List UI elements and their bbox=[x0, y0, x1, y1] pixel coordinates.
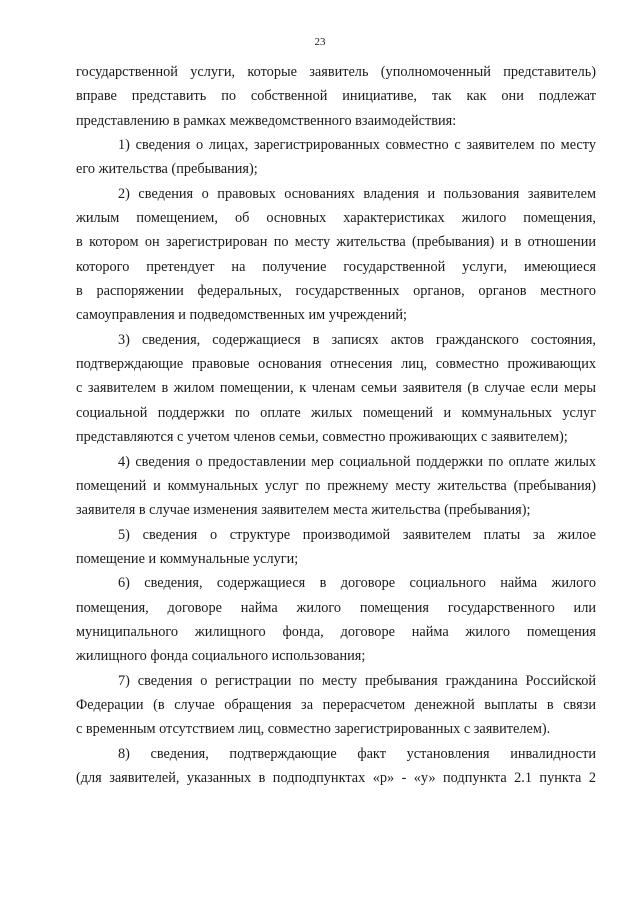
page-number: 23 bbox=[314, 36, 326, 48]
text-line: помещения, договоре найма жилого помещения государственного или bbox=[76, 599, 596, 616]
text-line: муниципального жилищного фонда, договоре найма жилого помещения bbox=[76, 623, 596, 640]
text-line: 3) сведения, содержащиеся в записях актов гражданского состояния, bbox=[118, 331, 596, 348]
text-line: которого претендует на получение государственной услуги, имеющиеся bbox=[76, 258, 596, 275]
text-line: подтверждающие правовые основания отнесения лиц, совместно проживающих bbox=[76, 356, 596, 373]
text-line: 6) сведения, содержащиеся в договоре социального найма жилого bbox=[118, 575, 596, 592]
text-line: 7) сведения о регистрации по месту пребывания гражданина Российской bbox=[118, 672, 596, 689]
page-body-text bbox=[76, 60, 596, 790]
text-line: государственной услуги, которые заявитель (уполномоченный представитель) bbox=[76, 64, 596, 80]
text-line: вправе представить по собственной инициативе, так как они подлежат bbox=[76, 88, 596, 105]
text-line: (для заявителей, указанных в подподпунктах «р» - «у» подпункта 2.1 пункта 2 bbox=[76, 769, 596, 786]
text-line: 8) сведения, подтверждающие факт установления инвалидности bbox=[118, 745, 596, 762]
text-line: заявителя в случае изменения заявителем места жительства (пребывания); bbox=[76, 502, 531, 519]
text-line: помещений и коммунальных услуг по прежнему месту жительства (пребывания) bbox=[76, 477, 596, 494]
text-line: представлению в рамках межведомственного взаимодействия: bbox=[76, 112, 457, 129]
text-line: представляются с учетом членов семьи, совместно проживающих с заявителем); bbox=[76, 429, 568, 446]
text-line: с временным отсутствием лиц, совместно зарегистрированных с заявителем). bbox=[76, 721, 551, 738]
text-line: жилищного фонда социального использования; bbox=[76, 648, 366, 665]
text-line: жилым помещением, об основных характеристиках жилого помещения, bbox=[76, 210, 596, 227]
text-line: в котором он зарегистрирован по месту жительства (пребывания) и в отношении bbox=[76, 234, 596, 251]
text-line: помещение и коммунальные услуги; bbox=[76, 550, 299, 567]
text-line: социальной поддержки по оплате жилых помещений и коммунальных услуг bbox=[76, 404, 596, 421]
text-line: с заявителем в жилом помещении, к членам семьи заявителя (в случае если меры bbox=[76, 380, 596, 397]
text-line: 2) сведения о правовых основаниях владения и пользования заявителем bbox=[118, 185, 596, 202]
text-line: в распоряжении федеральных, государственных органов, органов местного bbox=[76, 283, 596, 300]
text-line: 4) сведения о предоставлении мер социальной поддержки по оплате жилых bbox=[118, 453, 596, 470]
text-line: Федерации (в случае обращения за перерасчетом денежной выплаты в связи bbox=[76, 696, 596, 713]
text-line: 5) сведения о структуре производимой заявителем платы за жилое bbox=[118, 526, 596, 543]
text-line: самоуправления и подведомственных им учреждений; bbox=[76, 307, 407, 324]
text-line: 1) сведения о лицах, зарегистрированных совместно с заявителем по месту bbox=[118, 137, 596, 154]
text-line: его жительства (пребывания); bbox=[76, 161, 258, 178]
